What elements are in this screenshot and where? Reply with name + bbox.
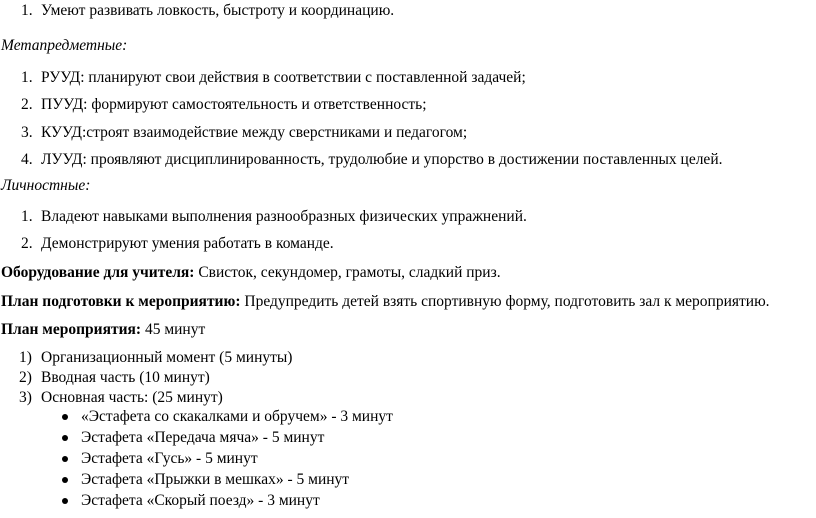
bullet-icon [62, 456, 68, 462]
meta-list-number: 2. [21, 96, 33, 113]
relay-item: Эстафета «Прыжки в мешках» - 5 минут [81, 471, 350, 488]
personal-list-number: 1. [21, 208, 33, 225]
personal-list-item: Владеют навыками выполнения разнообразных физических упражнений. [41, 208, 527, 225]
plan-text: 45 минут [141, 321, 206, 338]
plan-list-item: Организационный момент (5 минуты) [41, 349, 293, 366]
equipment-text: Свисток, секундомер, грамоты, сладкий приз. [194, 264, 501, 281]
plan-list-item: Основная часть: (25 минут) [41, 389, 223, 406]
bullet-icon [62, 435, 68, 441]
meta-list-item: РУУД: планируют свои действия в соответствии с поставленной задачей; [41, 69, 526, 86]
bullet-icon [62, 414, 68, 420]
equipment-paragraph [1, 264, 501, 282]
meta-list-number: 1. [21, 69, 33, 86]
relay-item: Эстафета «Передача мяча» - 5 минут [81, 429, 325, 446]
plan-paragraph [1, 321, 205, 339]
bullet-icon [62, 477, 68, 483]
personal-list-number: 2. [21, 235, 33, 252]
meta-list-item: ЛУУД: проявляют дисциплинированность, трудолюбие и упорство в достижении поставленных целей. [41, 151, 723, 168]
top-list-item: Умеют развивать ловкость, быстроту и координацию. [41, 2, 395, 19]
meta-list-number: 3. [21, 124, 33, 141]
relay-item: Эстафета «Гусь» - 5 минут [81, 450, 258, 467]
personal-heading: Личностные: [1, 177, 91, 194]
plan-list-number: 3) [19, 389, 32, 406]
plan-label: План мероприятия: [1, 321, 142, 338]
equipment-label: Оборудование для учителя: [1, 264, 195, 281]
plan-list-item: Вводная часть (10 минут) [41, 369, 210, 386]
meta-heading: Метапредметные: [1, 37, 128, 54]
relay-item: Эстафета «Скорый поезд» - 3 минут [81, 492, 320, 509]
plan-list-number: 1) [19, 349, 32, 366]
bullet-icon [62, 498, 68, 504]
prep-label: План подготовки к мероприятию: [1, 293, 241, 310]
prep-text: Предупредить детей взять спортивную форму, подготовить зал к мероприятию. [240, 293, 770, 310]
meta-list-number: 4. [21, 151, 33, 168]
top-list-number: 1. [21, 2, 33, 19]
meta-list-item: КУУД:строят взаимодействие между сверстниками и педагогом; [41, 124, 468, 141]
relay-item: «Эстафета со скакалками и обручем» - 3 минут [81, 408, 393, 425]
personal-list-item: Демонстрируют умения работать в команде. [41, 235, 334, 252]
prep-paragraph [1, 293, 770, 311]
plan-list-number: 2) [19, 369, 32, 386]
meta-list-item: ПУУД: формируют самостоятельность и ответственность; [41, 96, 427, 113]
